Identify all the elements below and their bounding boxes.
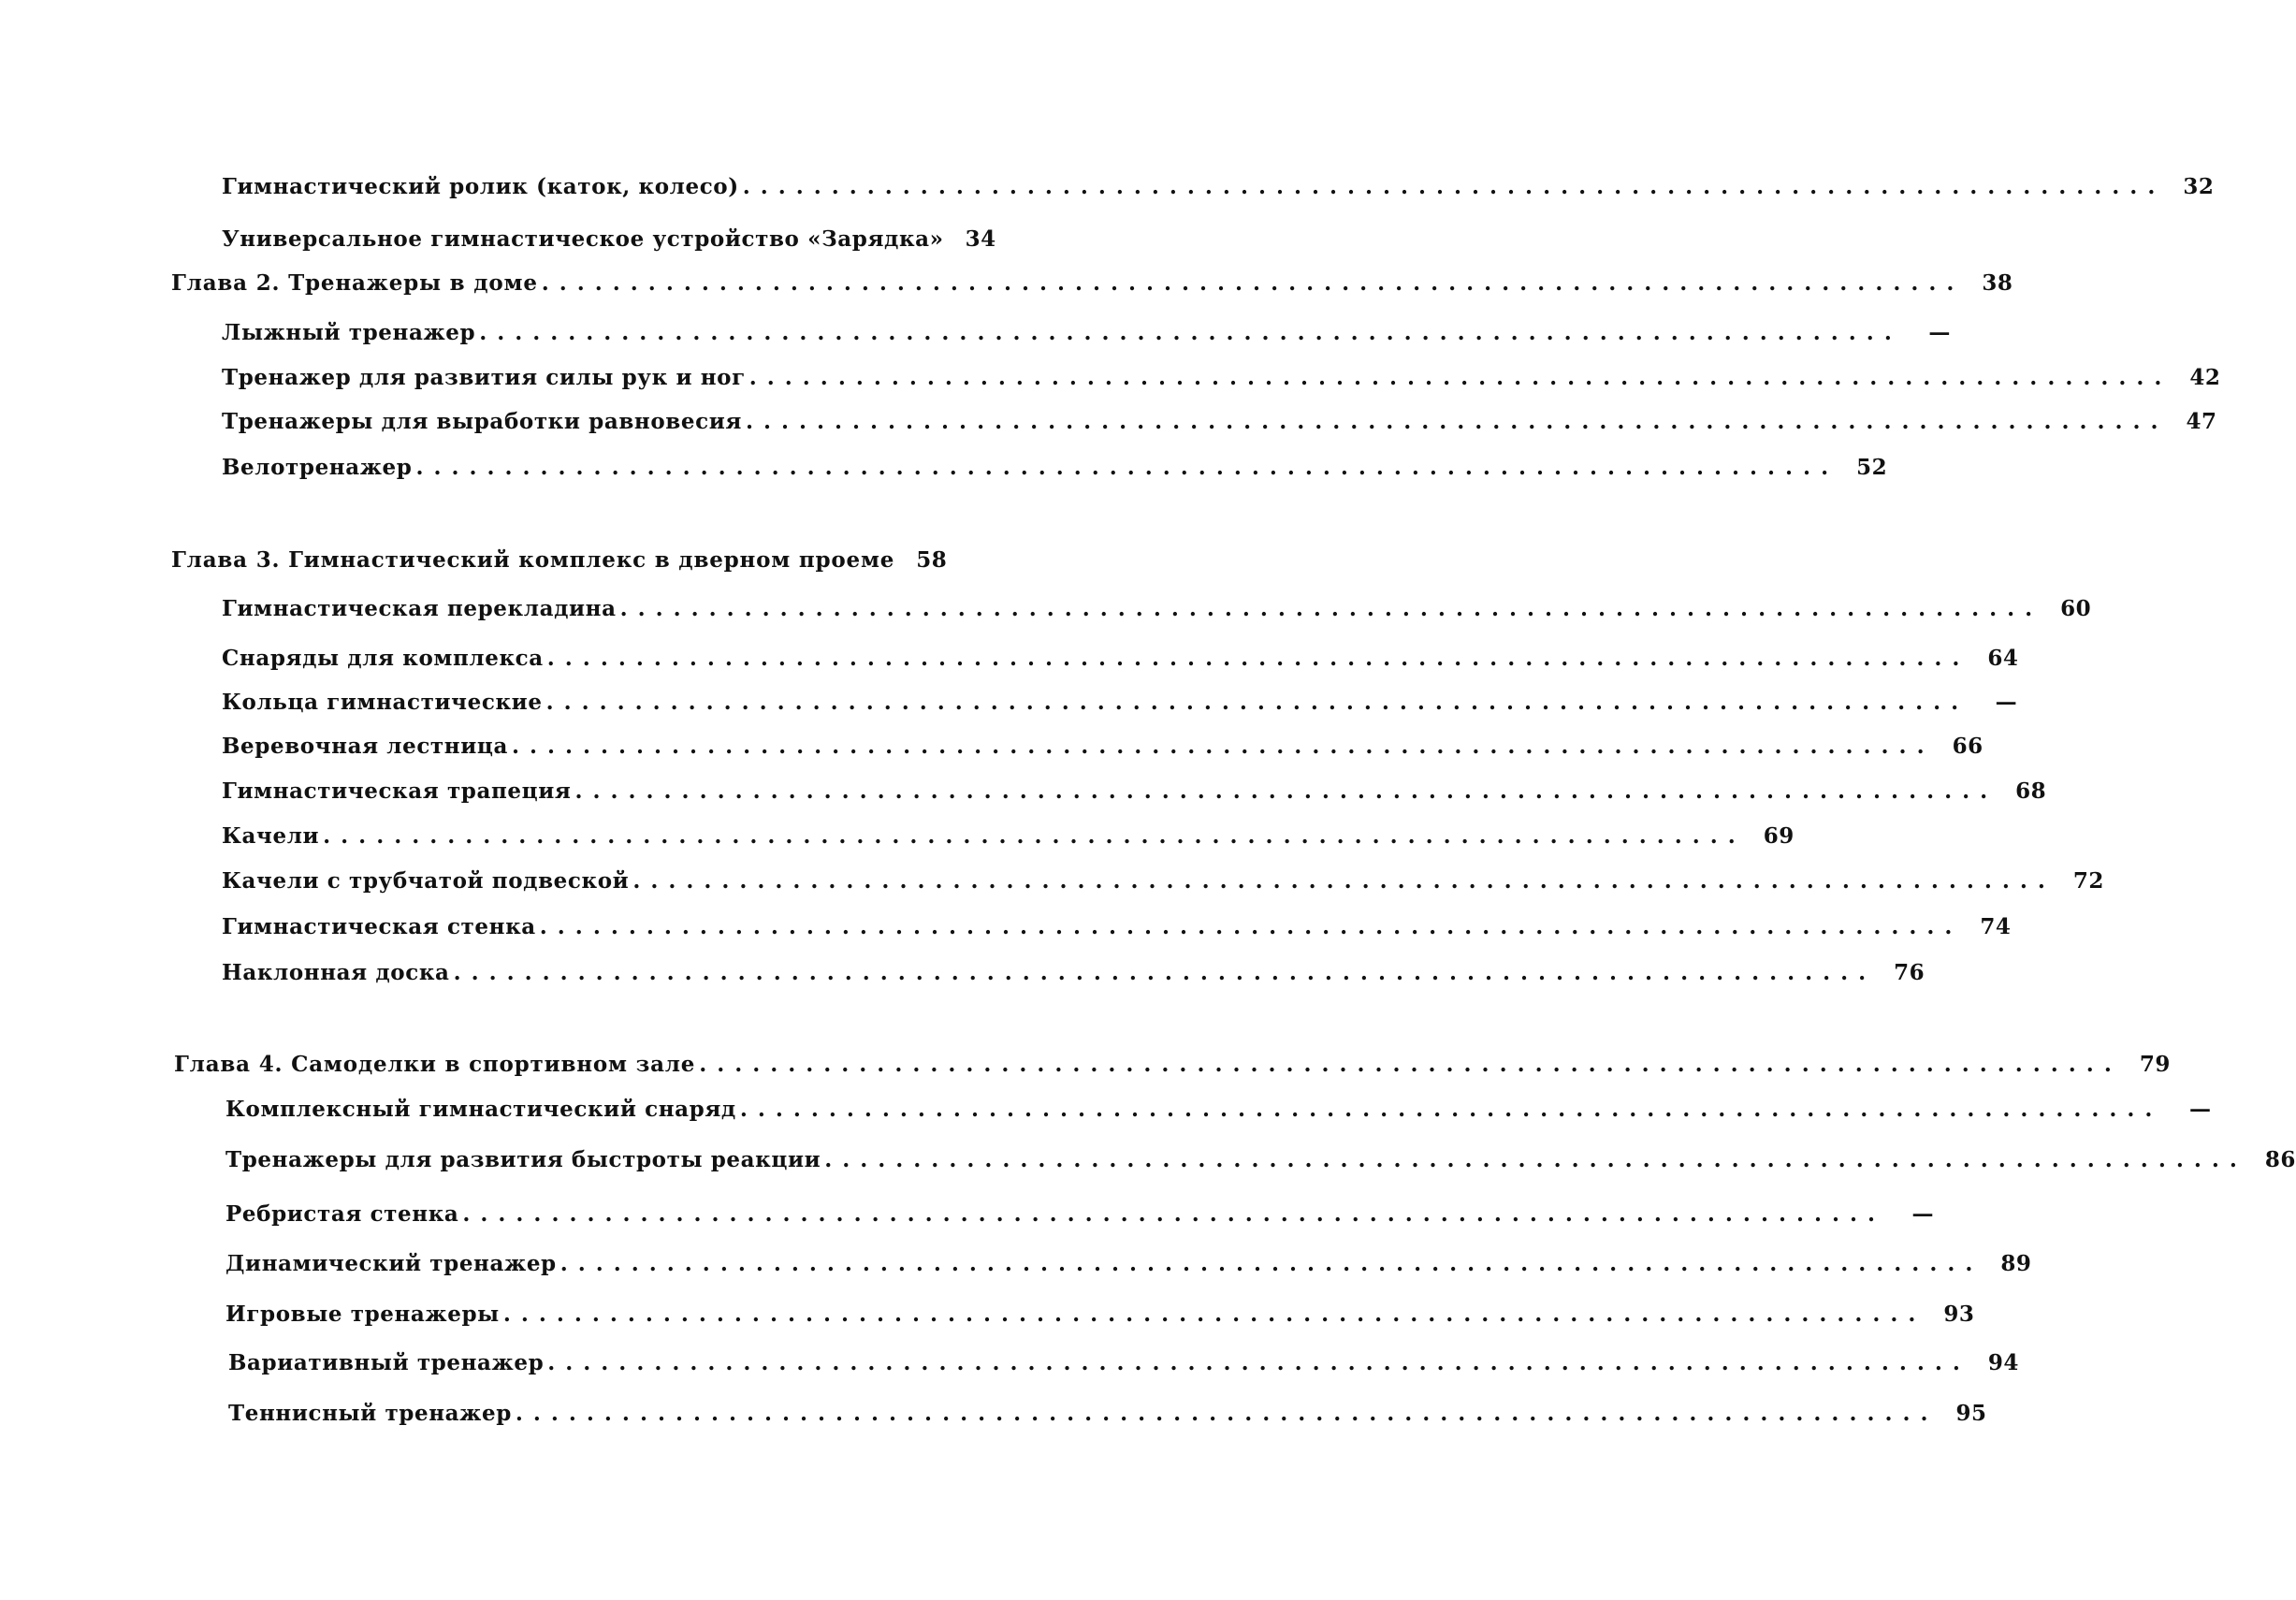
entry-title: Универсальное гимнастическое устройство «Зарядка» [222, 226, 944, 252]
entry-title: Динамический тренажер [225, 1251, 557, 1276]
chapter-title: Глава 2. Тренажеры в доме [171, 270, 538, 296]
entry-page: 34 [965, 226, 996, 252]
dot-leader: ................................................................................ [541, 270, 1965, 296]
entry-title: Игровые тренажеры [225, 1302, 500, 1327]
dot-leader: ................................................................................ [462, 1201, 1885, 1227]
dot-leader: ................................................................................ [559, 1251, 1984, 1276]
entry-page: 69 [1763, 823, 1795, 849]
entry-title: Гимнастическая стенка [222, 914, 536, 939]
entry-page: 93 [1943, 1302, 1975, 1327]
entry-page: 74 [1980, 914, 2012, 939]
entry-title: Тренажеры для выработки равновесия [222, 409, 742, 434]
entry-page: 32 [2183, 174, 2215, 199]
toc-entry[interactable] [222, 593, 2092, 625]
toc-chapter[interactable] [174, 1049, 2171, 1081]
toc-entry[interactable] [222, 452, 1888, 484]
toc-entry[interactable] [228, 1398, 1987, 1430]
entry-title: Гимнастическая трапеция [222, 778, 572, 804]
entry-page: 94 [1987, 1350, 2019, 1375]
entry-page: 86 [2264, 1147, 2296, 1172]
toc-entry[interactable] [228, 1347, 2019, 1379]
toc-entry[interactable] [225, 1299, 1975, 1331]
dot-leader: ................................................................................ [323, 823, 1746, 849]
entry-page: 60 [2060, 596, 2092, 621]
toc-entry[interactable] [222, 362, 2221, 394]
toc-entry[interactable] [222, 687, 2018, 719]
entry-title: Велотренажер [222, 455, 413, 480]
entry-page: 89 [2000, 1251, 2032, 1276]
entry-page: 47 [2186, 409, 2217, 434]
toc-chapter[interactable] [171, 268, 2013, 299]
entry-title: Тренажер для развития силы рук и ног [222, 365, 746, 390]
dot-leader: ................................................................................ [574, 778, 1998, 804]
dot-leader: ................................................................................ [515, 1401, 1939, 1426]
dot-leader: ................................................................................ [415, 455, 1839, 480]
entry-title: Веревочная лестница [222, 734, 508, 759]
entry-page: 64 [1987, 646, 2019, 671]
toc-entry[interactable] [222, 406, 2217, 438]
entry-page: 95 [1955, 1401, 1987, 1426]
entry-page: 38 [1982, 270, 2013, 296]
chapter-title: Глава 4. Самоделки в спортивном зале [174, 1052, 696, 1077]
dot-leader: ................................................................................ [547, 1350, 1970, 1375]
entry-title: Вариативный тренажер [228, 1350, 545, 1375]
entry-title: Наклонная доска [222, 960, 450, 985]
entry-title: Теннисный тренажер [228, 1401, 512, 1426]
toc-entry[interactable] [222, 643, 2019, 675]
toc-entry[interactable] [222, 171, 2215, 203]
dot-leader: ................................................................................ [545, 690, 1969, 715]
entry-title: Тренажеры для развития быстроты реакции [225, 1147, 821, 1172]
dot-leader: ................................................................................ [453, 960, 1877, 985]
dot-leader: ................................................................................ [502, 1302, 1926, 1327]
entry-page: 52 [1856, 455, 1888, 480]
entry-page: — [1928, 320, 1951, 345]
entry-page: 76 [1894, 960, 1925, 985]
entry-title: Снаряды для комплекса [222, 646, 544, 671]
toc-entry[interactable] [222, 865, 2104, 897]
dot-leader: ................................................................................ [748, 365, 2172, 390]
dot-leader: ................................................................................ [539, 914, 1963, 939]
entry-page: — [1995, 690, 2018, 715]
entry-title: Гимнастическая перекладина [222, 596, 617, 621]
chapter-title: Глава 3. Гимнастический комплекс в дверном проеме [171, 547, 895, 573]
toc-entry[interactable] [225, 1094, 2212, 1126]
dot-leader: ................................................................................ [824, 1147, 2247, 1172]
toc-entry[interactable] [225, 1248, 2032, 1280]
dot-leader: ................................................................................ [511, 734, 1935, 759]
dot-leader: ................................................................................ [619, 596, 2043, 621]
entry-title: Качели с трубчатой подвеской [222, 868, 630, 894]
toc-entry[interactable] [222, 821, 1795, 852]
toc-entry[interactable] [222, 957, 1925, 989]
toc-entry[interactable] [225, 1199, 1934, 1230]
entry-page: 58 [916, 547, 948, 573]
toc-chapter[interactable] [171, 545, 948, 576]
toc-entry[interactable] [222, 731, 1984, 763]
entry-page: 42 [2189, 365, 2221, 390]
entry-page: 72 [2072, 868, 2104, 894]
dot-leader: ................................................................................ [739, 1097, 2163, 1122]
toc-entry[interactable] [222, 911, 2012, 943]
entry-page: 68 [2015, 778, 2047, 804]
entry-title: Гимнастический ролик (каток, колесо) [222, 174, 739, 199]
dot-leader: ................................................................................ [546, 646, 1970, 671]
toc-entry[interactable] [225, 1144, 2296, 1176]
entry-title: Кольца гимнастические [222, 690, 543, 715]
dot-leader: ................................................................................ [745, 409, 2169, 434]
dot-leader: ................................................................................ [479, 320, 1902, 345]
dot-leader: ................................................................................ [632, 868, 2056, 894]
entry-page: — [1911, 1201, 1934, 1227]
entry-page: 79 [2139, 1052, 2171, 1077]
entry-page: 66 [1952, 734, 1984, 759]
dot-leader: ................................................................................ [742, 174, 2166, 199]
dot-leader: ................................................................................ [699, 1052, 2122, 1077]
toc-entry[interactable] [222, 224, 996, 255]
toc-entry[interactable] [222, 776, 2047, 807]
entry-title: Комплексный гимнастический снаряд [225, 1097, 736, 1122]
entry-title: Качели [222, 823, 320, 849]
entry-title: Лыжный тренажер [222, 320, 476, 345]
entry-title: Ребристая стенка [225, 1201, 459, 1227]
entry-page: — [2188, 1097, 2212, 1122]
toc-entry[interactable] [222, 317, 1951, 349]
